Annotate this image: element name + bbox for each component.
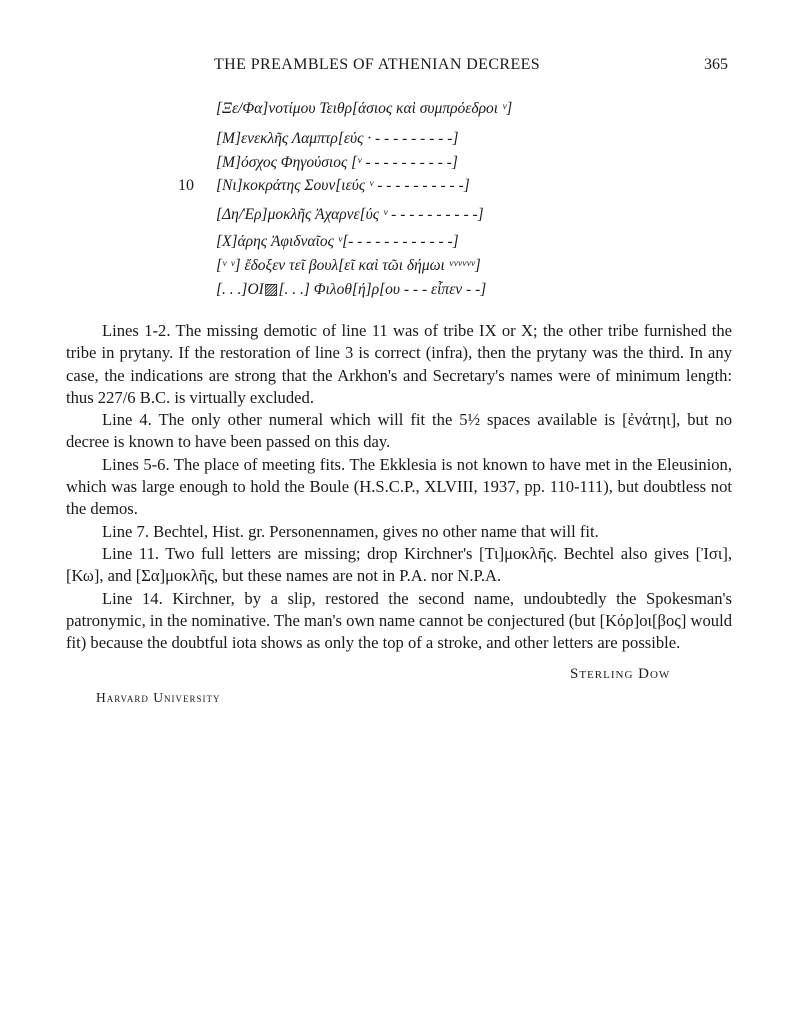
commentary-paragraph: Line 11. Two full letters are missing; drop Kirchner's [Τι]μοκλῆς. Bechtel also gives [Ἰσι], [Κω], and [Σα]μοκλῆς, but these names are not in P.A. nor N.P.A. <box>66 543 732 586</box>
commentary-paragraph: Line 7. Bechtel, Hist. gr. Personennamen, gives no other name that will fit. <box>102 521 599 541</box>
commentary-paragraph: Line 4. The only other numeral which will fit the 5½ spaces available is [ἐνάτηι], but no decree is known to have been passed on this day. <box>66 410 732 452</box>
inscription-line <box>0 100 799 124</box>
line-text: [Δη/Ἑρ]μοκλῆς Ἀχαρνε[ύς ᵛ - - - - - - - - - -] <box>216 206 484 223</box>
commentary <box>66 320 732 654</box>
commentary-paragraph: Lines 1-2. The missing demotic of line 11 was of tribe IX or X; the other tribe furnished the tribe in prytany. If the restoration of line 3 is correct (infra), then the prytany was the third. In any case, the indications are strong that the Arkhon's and Secretary's names were of minimum length: thus 227/6 B.C. is virtually excluded. <box>66 321 732 407</box>
line-text: [Μ]ενεκλῆς Λαμπτρ[εύς · - - - - - - - - -] <box>216 130 459 147</box>
inscription-line <box>0 177 799 201</box>
author-affiliation: Harvard University <box>96 690 221 705</box>
inscription-line <box>0 257 799 281</box>
inscription-line <box>0 280 799 304</box>
line-number: 10 <box>178 177 194 194</box>
line-text: [Νι]κοκράτης Σουν[ιεύς ᵛ - - - - - - - - - -] <box>216 177 470 194</box>
commentary-paragraph: Lines 5-6. The place of meeting fits. The Ekklesia is not known to have met in the Eleusinion, which was large enough to hold the Boule (H.S.C.P., XLVIII, 1937, pp. 110-111), but doubtless not the demos. <box>66 454 732 519</box>
line-text: [Χ]άρης Ἀφιδναῖος ᵛ[- - - - - - - - - - - -] <box>216 233 459 250</box>
line-text: [. . .]ΟΙ▨[. . .] Φιλοθ[ή]ρ[ου - - - εἶπεν - -] <box>216 281 487 298</box>
running-title: THE PREAMBLES OF ATHENIAN DECREES <box>214 56 541 73</box>
author-signature: Sterling Dow <box>570 666 671 682</box>
inscription-line <box>0 206 799 230</box>
line-text: [Ξε/Φα]νοτίμου Τειθρ[άσιος καὶ συμπρόεδροι ᵛ] <box>216 100 513 117</box>
running-head <box>0 56 799 80</box>
line-text: [Μ]όσχος Φηγούσιος [ᵛ - - - - - - - - - -] <box>216 154 458 171</box>
inscription-line <box>0 130 799 154</box>
inscription-line <box>0 154 799 178</box>
commentary-paragraph: Line 14. Kirchner, by a slip, restored the second name, undoubtedly the Spokesman's patronymic, in the nominative. The man's own name cannot be conjectured (but [Κόρ]οι[βος] would fit) because the doubtful iota shows as only the top of a stroke, and other letters are possible. <box>66 588 732 653</box>
line-text: [ᵛ ᵛ] ἔδοξεν τεῖ βουλ[εῖ καὶ τῶι δήμωι ᵛᵛᵛᵛᵛᵛ] <box>216 257 481 274</box>
inscription-line <box>0 233 799 257</box>
page-number: 365 <box>704 56 728 73</box>
